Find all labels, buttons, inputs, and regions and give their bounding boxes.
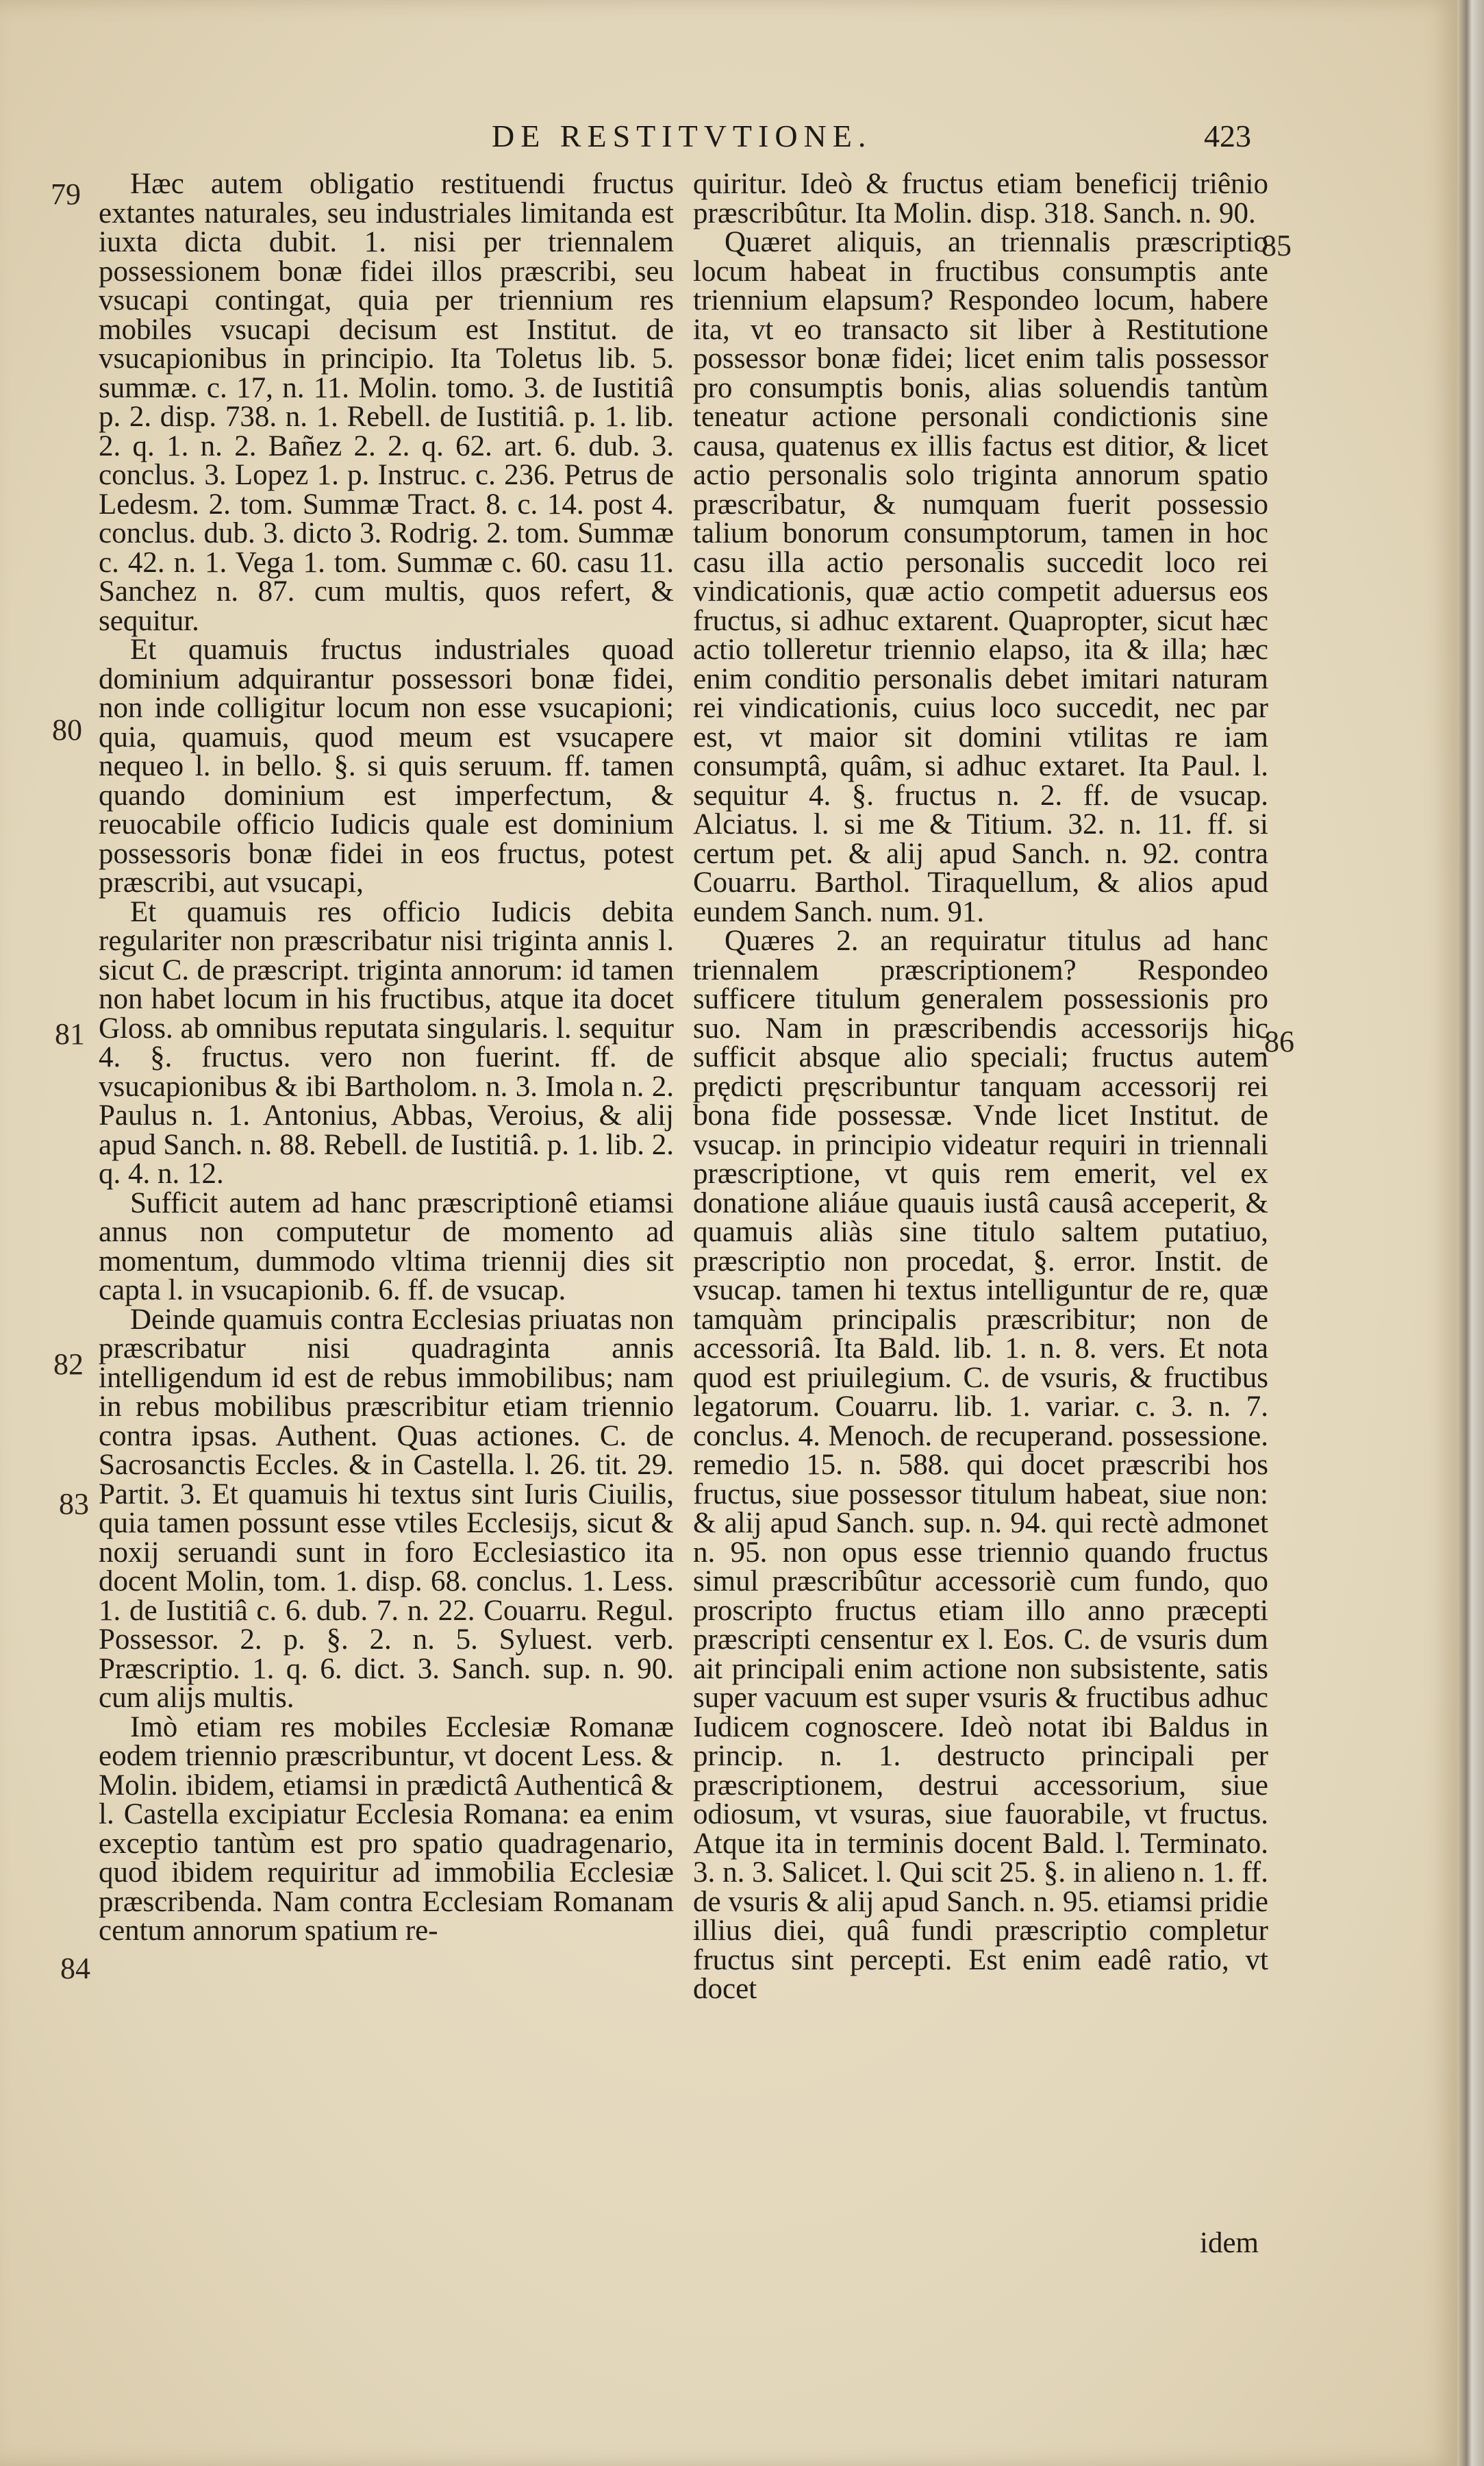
margin-number-80: 80 xyxy=(52,713,82,747)
catchword: idem xyxy=(1200,2227,1259,2259)
margin-number-86: 86 xyxy=(1264,1025,1294,1058)
paragraph-83: Deinde quamuis contra Ecclesias priuatas non præscribatur nisi quadraginta annis intelligendum id est de rebus immobilibus; nam in rebus mobilibus præscribitur etiam triennio contra ipsas. Authent. Quas actiones. C. de Sacrosanctis Eccles. & in Castella. l. 26. tit. 29. Partit. 3. Et quamuis hi textus sint Iuris Ciuilis, quia tamen possunt esse vtiles Ecclesijs, sicut & noxij seruandi sunt in foro Ecclesiastico ita docent Molin, tom. 1. disp. 68. conclus. 1. Less. 1. de Iustitiâ c. 6. dub. 7. n. 22. Couarru. Regul. Possessor. 2. p. §. 2. n. 5. Syluest. verb. Præscriptio. 1. q. 6. dict. 3. Sanch. sup. n. 90. cum alijs multis. xyxy=(99,1303,674,1714)
paragraph-79: Hæc autem obligatio restituendi fructus extantes naturales, seu industriales limitanda est iuxta dicta dubit. 1. nisi per triennalem possessionem bonæ fidei illos præscribi, seu vsucapi contingat, quia per triennium res mobiles vsucapi decisum est Institut. de vsucapionibus in principio. Ita Toletus lib. 5. summæ. c. 17, n. 11. Molin. tomo. 3. de Iustitiâ p. 2. disp. 738. n. 1. Rebell. de Iustitiâ. p. 1. lib. 2. q. 1. n. 2. Bañez 2. 2. q. 62. art. 6. dub. 3. conclus. 3. Lopez 1. p. Instruc. c. 236. Petrus de Ledesm. 2. tom. Summæ Tract. 8. c. 14. post 4. conclus. dub. 3. dicto 3. Rodrig. 2. tom. Summæ c. 42. n. 1. Vega 1. tom. Summæ c. 60. casu 11. Sanchez n. 87. cum multis, quos refert, & sequitur. xyxy=(99,168,674,637)
margin-number-84: 84 xyxy=(60,1952,90,1985)
paragraph-82: Sufficit autem ad hanc præscriptionê etiamsi annus non computetur de momento ad momentum, dummodo vltima triennij dies sit capta l. in vsucapionib. 6. ff. de vsucap. xyxy=(99,1186,674,1306)
paragraph-84: Imò etiam res mobiles Ecclesiæ Romanæ eodem triennio præscribuntur, vt docent Less. & Molin. ibidem, etiamsi in prædictâ Authenticâ & l. Castella excipiatur Ecclesia Romana: ea enim exceptio tantùm est pro spatio quadragenario, quod ibidem requiritur ad immobilia Ecclesiæ præscribenda. Nam contra Ecclesiam Romanam centum annorum spatium re- xyxy=(99,1710,674,1947)
paragraph-85: Quæret aliquis, an triennalis præscriptio locum habeat in fructibus consumptis ante triennium elapsum? Respondeo locum, habere ita, vt eo transacto sit liber à Restitutione possessor bonæ fidei; licet enim talis possessor pro consumptis bonis, alias soluendis tantùm teneatur actione personali condictionis sine causa, quatenus ex illis factus est ditior, & licet actio personalis solo triginta annorum spatio præscribatur, & numquam fuerit possessio talium bonorum consumptorum, tamen in hoc casu illa actio personalis succedit loco rei vindicationis, quæ actio competit aduersus eos fructus, si adhuc extarent. Quapropter, sicut hæc actio tolleretur triennio elapso, ita & illa; hæc enim conditio personalis debet imitari naturam rei vindicationis, cuius loco succedit, nec par est, vt maior sit domini vtilitas re iam consumptâ, quâm, si adhuc extaret. Ita Paul. l. sequitur 4. §. fructus n. 2. ff. de vsucap. Alciatus. l. si me & Titium. 32. n. 11. ff. si certum pet. & alij apud Sanch. n. 92. contra Couarru. Barthol. Tiraquellum, & alios apud eundem Sanch. num. 91. xyxy=(693,226,1268,928)
running-title: DE RESTITVTIONE. xyxy=(492,119,872,153)
margin-number-83: 83 xyxy=(59,1487,89,1521)
paragraph-86: Quæres 2. an requiratur titulus ad hanc triennalem præscriptionem? Respondeo sufficere titulum generalem possessionis pro suo. Nam in præscribendis accessorijs hic sufficit absque alio speciali; fructus autem prędicti pręscribuntur tanquam accessorij rei bona fide possessæ. Vnde licet Institut. de vsucap. in principio videatur requiri in triennali præscriptione, vt quis rem emerit, vel ex donatione aliáue quauis iustâ causâ acceperit, & quamuis aliàs sine titulo saltem putatiuo, præscriptio non procedat, §. error. Instit. de vsucap. tamen hi textus intelliguntur de re, quæ tamquàm principalis præscribitur; non de accessoriâ. Ita Bald. lib. 1. n. 8. vers. Et nota quod est priuilegium. C. de vsuris, & fructibus legatorum. Couarru. lib. 1. variar. c. 3. n. 7. conclus. 4. Menoch. de recuperand. possessione. remedio 15. n. 588. qui docet præscribi hos fructus, siue possessor titulum habeat, siue non: & alij apud Sanch. sup. n. 94. qui rectè admonet n. 95. non opus esse triennio quando fructus simul præscribûtur accessoriè cum fundo, quo proscripto fructus etiam illo anno præcepti præscripti censentur ex l. Eos. C. de vsuris dum ait principali enim actione non subsistente, satis super vacuum est super vsuris & fructibus adhuc Iudicem cognoscere. Ideò notat ibi Baldus in princip. n. 1. destructo principali per præscriptionem, destrui accessorium, siue odiosum, vt vsuras, siue fauorabile, vt fructus. Atque ita in terminis docent Bald. l. Terminato. 3. n. 3. Salicet. l. Qui scit 25. §. in alieno n. 1. ff. de vsuris & alij apud Sanch. n. 95. etiamsi pridie illius diei, quâ fundi præscriptio completur fructus sint percepti. Est enim eadê ratio, vt docet xyxy=(693,925,1268,2005)
margin-number-82: 82 xyxy=(53,1347,84,1381)
paragraph-81: Et quamuis res officio Iudicis debita regulariter non præscribatur nisi triginta annis l. sicut C. de præscript. triginta annorum: id tamen non habet locum in his fructibus, atque ita docet Gloss. ab omnibus reputata singularis. l. sequitur 4. §. fructus. vero non fuerint. ff. de vsucapionibus & ibi Bartholom. n. 3. Imola n. 2. Paulus n. 1. Antonius, Abbas, Veroius, & alij apud Sanch. n. 88. Rebell. de Iustitiâ. p. 1. lib. 2. q. 4. n. 12. xyxy=(99,895,674,1190)
left-column xyxy=(99,170,674,1946)
paragraph-continuation: quiritur. Ideò & fructus etiam beneficij triênio præscribûtur. Ita Molin. disp. 318. Sanch. n. 90. xyxy=(693,168,1268,229)
book-spine-edge xyxy=(1457,0,1484,2466)
right-column xyxy=(693,170,1268,2004)
paragraph-80: Et quamuis fructus industriales quoad dominium adquirantur possessori bonæ fidei, non inde colligitur locum non esse vsucapioni; quia, quamuis, quod meum est vsucapere nequeo l. in bello. §. si quis seruum. ff. tamen quando dominium est imperfectum, & reuocabile officio Iudicis quale est dominium possessoris bonæ fidei in eos fructus, potest præscribi, aut vsucapi, xyxy=(99,634,674,899)
margin-number-85: 85 xyxy=(1261,229,1292,262)
running-header xyxy=(0,118,1457,159)
margin-number-79: 79 xyxy=(51,177,81,211)
margin-number-81: 81 xyxy=(55,1017,85,1051)
page-number: 423 xyxy=(1204,119,1251,153)
